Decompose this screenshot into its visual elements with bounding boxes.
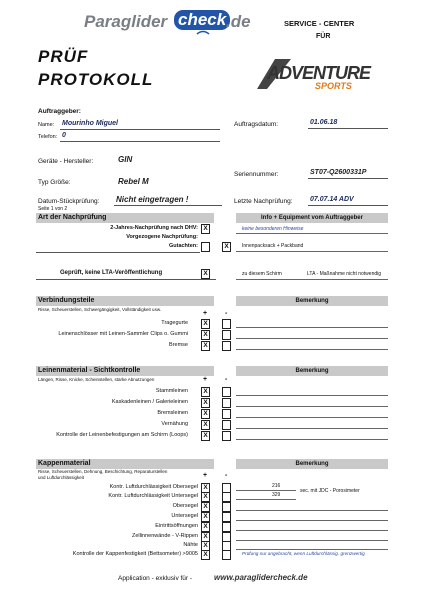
verbindung-item-label-3: Bremse — [169, 342, 188, 348]
service-for-label: FÜR — [316, 33, 331, 40]
datum-label: Datum-Stückprüfung: — [38, 198, 100, 205]
leinen-line-4 — [236, 428, 388, 429]
info-line-2 — [236, 251, 388, 252]
auftraggeber-label: Auftraggeber: — [38, 108, 81, 115]
verbindung-minus-3[interactable] — [222, 341, 231, 351]
name-underline — [60, 129, 220, 130]
logo-text-check: check — [174, 10, 230, 30]
verbindung-item-label-1: Tragegurte — [161, 320, 188, 326]
verbindung-section-header: Verbindungsteile — [36, 296, 214, 306]
kappen-section-header: Kappenmaterial — [36, 459, 214, 469]
brand-adventure: ADVENTURE — [267, 63, 371, 83]
leinen-minus-4[interactable] — [222, 420, 231, 430]
seriennummer-underline — [308, 178, 388, 179]
schirm-label: zu diesem Schirm — [242, 271, 282, 277]
kappen-desc-1: Risse, Scheuerstellen, Dehnung, Beschichtung, Reparaturstellen — [38, 469, 168, 474]
auftragsdatum-underline — [308, 128, 388, 129]
page-title-line2: PROTOKOLL — [38, 70, 154, 89]
verbindung-desc: Risse, Scheuerstellen, Schwergängigkeit, Vollständigkeit usw. — [38, 307, 162, 312]
leinen-section-header: Leinenmaterial - Sichtkontrolle — [36, 366, 214, 376]
kappen-minus-3[interactable] — [222, 502, 231, 512]
leinen-line-2 — [236, 406, 388, 407]
info-line-1 — [236, 233, 388, 234]
kappen-minus-5[interactable] — [222, 522, 231, 532]
leinen-item-label-3: Bremsleinen — [157, 410, 188, 416]
art-divider — [36, 252, 200, 253]
kappen-line-5 — [236, 530, 388, 531]
verbindung-line-2 — [236, 338, 388, 339]
seriennummer-value: ST07-Q2600331P — [310, 169, 367, 176]
logo-text-paraglider: Paraglider — [84, 12, 168, 31]
art-item-label-2: Vorgezogene Nachprüfung: — [126, 234, 198, 240]
datum-underline — [114, 205, 222, 206]
telefon-label: Telefon: — [38, 134, 58, 140]
leinen-line-5 — [236, 439, 388, 440]
verbindung-bemerkung-header: Bemerkung — [236, 296, 388, 306]
kappen-item-label-7: Nähte — [183, 542, 198, 548]
leinen-minus-5[interactable] — [222, 431, 231, 441]
kappen-minus-4[interactable] — [222, 512, 231, 522]
kappen-line-2 — [236, 499, 296, 500]
verbindung-item-label-2: Leinenschlösser mit Leinen-Sammler Clips o. Gummi — [58, 331, 188, 337]
art-checkbox-3[interactable] — [201, 242, 210, 252]
leinen-bemerkung-header: Bemerkung — [236, 366, 388, 376]
site-logo — [84, 10, 251, 32]
logo-text-domain: .de — [226, 12, 251, 31]
service-center-label: SERVICE - CENTER — [284, 19, 355, 28]
leinen-line-3 — [236, 417, 388, 418]
kappen-plus-6[interactable]: X — [201, 532, 210, 542]
leinen-plus-header: + — [203, 376, 208, 383]
typ-label: Typ Größe: — [38, 179, 71, 186]
kappen-plus-7[interactable]: X — [201, 541, 210, 551]
paraglider-icon — [196, 30, 210, 38]
kappen-line-4 — [236, 520, 388, 521]
seriennummer-label: Seriennummer: — [234, 171, 279, 178]
leinen-desc: Längen, Risse, Knicke, Scheinstellen, starke Abnutzungen — [38, 377, 155, 382]
info-note-1: keine besonderen Hinweise — [242, 226, 304, 232]
auftragsdatum-value: 01.06.18 — [310, 119, 338, 126]
leinen-minus-1[interactable] — [222, 387, 231, 397]
leinen-plus-1[interactable]: X — [201, 387, 210, 397]
typ-value: Rebel M — [118, 177, 149, 186]
verbindung-plus-2[interactable]: X — [201, 330, 210, 340]
kappen-desc-2: und Luftdurchlässigkeit — [38, 475, 85, 480]
kappen-plus-1[interactable]: X — [201, 483, 210, 493]
kappen-value-2: 329 — [272, 492, 281, 498]
kappen-item-label-8: Kontrolle der Kappenfestigkeit (Bettsometer) >9005 — [72, 551, 198, 557]
kappen-minus-header: - — [225, 472, 228, 479]
kappen-item-label-1: Kontr. Luftdurchlässigkeit Obersegel — [109, 484, 198, 490]
leinen-line-1 — [236, 395, 388, 396]
hersteller-value: GIN — [118, 155, 133, 164]
geprueft-label: Geprüft, keine LTA-Veröffentlichung — [60, 270, 163, 276]
page-title-line1: PRÜF — [38, 47, 89, 66]
geprueft-underline — [36, 279, 216, 280]
kappen-line-1 — [236, 490, 296, 491]
leinen-item-label-5: Kontrolle der Leinenbefestigungen am Schirm (Loops) — [56, 432, 188, 438]
adventure-sports-logo — [253, 57, 393, 97]
letzte-value: 07.07.14 ADV — [310, 196, 354, 203]
datum-value: Nicht eingetragen ! — [116, 195, 189, 204]
verbindung-plus-1[interactable]: X — [201, 319, 210, 329]
leinen-minus-2[interactable] — [222, 398, 231, 408]
porosimeter-note: sec. mit JDC - Porosimeter — [300, 488, 360, 494]
telefon-underline — [60, 141, 220, 142]
name-label: Name: — [38, 122, 55, 128]
info-section-header: Info + Equipment vom Auftraggeber — [236, 213, 388, 223]
kappen-line-7 — [236, 549, 388, 550]
kappen-value-1: 216 — [272, 483, 281, 489]
leinen-plus-5[interactable]: X — [201, 431, 210, 441]
kappen-item-label-3: Obersegel — [172, 503, 198, 509]
letzte-label: Letzte Nachprüfung: — [234, 198, 293, 205]
kappen-line-3 — [236, 510, 388, 511]
geprueft-checkbox[interactable]: X — [201, 269, 210, 279]
kappen-item-label-5: Eintrittsöffnungen — [155, 523, 198, 529]
schirm-value: LTA - Maßnahme nicht notwendig — [307, 271, 382, 277]
kappen-plus-2[interactable]: X — [201, 492, 210, 502]
info-note-2: Innenpacksack + Packband — [242, 243, 304, 249]
kappen-minus-8[interactable] — [222, 550, 231, 560]
footer-app-text: Application - exklusiv für - — [118, 575, 193, 582]
info-checkbox-2[interactable]: X — [222, 242, 231, 252]
leinen-item-label-4: Vernähung — [161, 421, 188, 427]
name-value: Mourinho Miguel — [62, 120, 118, 127]
verbindung-line-3 — [236, 349, 388, 350]
art-section-header: Art der Nachprüfung — [36, 213, 214, 223]
kappen-minus-2[interactable] — [222, 492, 231, 502]
auftragsdatum-label: Auftragsdatum: — [234, 121, 279, 128]
kappen-bemerkung-header: Bemerkung — [236, 459, 388, 469]
verbindung-plus-3[interactable]: X — [201, 341, 210, 351]
kappen-plus-header: + — [203, 472, 208, 479]
footer-site-link[interactable]: www.paraglidercheck.de — [214, 573, 308, 582]
verbindung-plus-header: + — [203, 310, 208, 317]
art-item-label-1: 2-Jahres-Nachprüfung nach DHV: — [110, 225, 198, 231]
verbindung-line-1 — [236, 327, 388, 328]
leinen-plus-4[interactable]: X — [201, 420, 210, 430]
kappen-item-label-2: Kontr. Luftdurchlässigkeit Untersegel — [108, 493, 198, 499]
leinen-minus-header: - — [225, 376, 228, 383]
kappen-plus-3[interactable]: X — [201, 502, 210, 512]
leinen-plus-3[interactable]: X — [201, 409, 210, 419]
leinen-minus-3[interactable] — [222, 409, 231, 419]
art-item-label-3: Gutachten: — [168, 243, 198, 249]
letzte-underline — [308, 205, 388, 206]
leinen-item-label-2: Kaskadenleinen / Galerieleinen — [111, 399, 188, 405]
art-checkbox-1[interactable]: X — [201, 224, 210, 234]
verbindung-minus-1[interactable] — [222, 319, 231, 329]
kappen-item-label-6: Zellinnenwände - V-Rippen — [131, 533, 198, 539]
page-counter: Seite 1 von 2 — [38, 206, 68, 212]
schirm-underline — [236, 279, 388, 280]
kappen-note: Prüfung nur angebracht, wenn Luftdurchlässig. grenzwertig — [242, 551, 365, 556]
verbindung-minus-header: - — [225, 310, 228, 317]
kappen-plus-8[interactable]: X — [201, 550, 210, 560]
hersteller-label: Geräte - Hersteller: — [38, 158, 94, 165]
leinen-plus-2[interactable]: X — [201, 398, 210, 408]
kappen-item-label-4: Untersegel — [171, 513, 198, 519]
kappen-line-6 — [236, 540, 388, 541]
leinen-item-label-1: Stammleinen — [155, 388, 188, 394]
brand-sports: SPORTS — [315, 81, 352, 91]
kappen-plus-5[interactable]: X — [201, 522, 210, 532]
verbindung-minus-2[interactable] — [222, 330, 231, 340]
telefon-value: 0 — [62, 132, 66, 139]
kappen-plus-4[interactable]: X — [201, 512, 210, 522]
